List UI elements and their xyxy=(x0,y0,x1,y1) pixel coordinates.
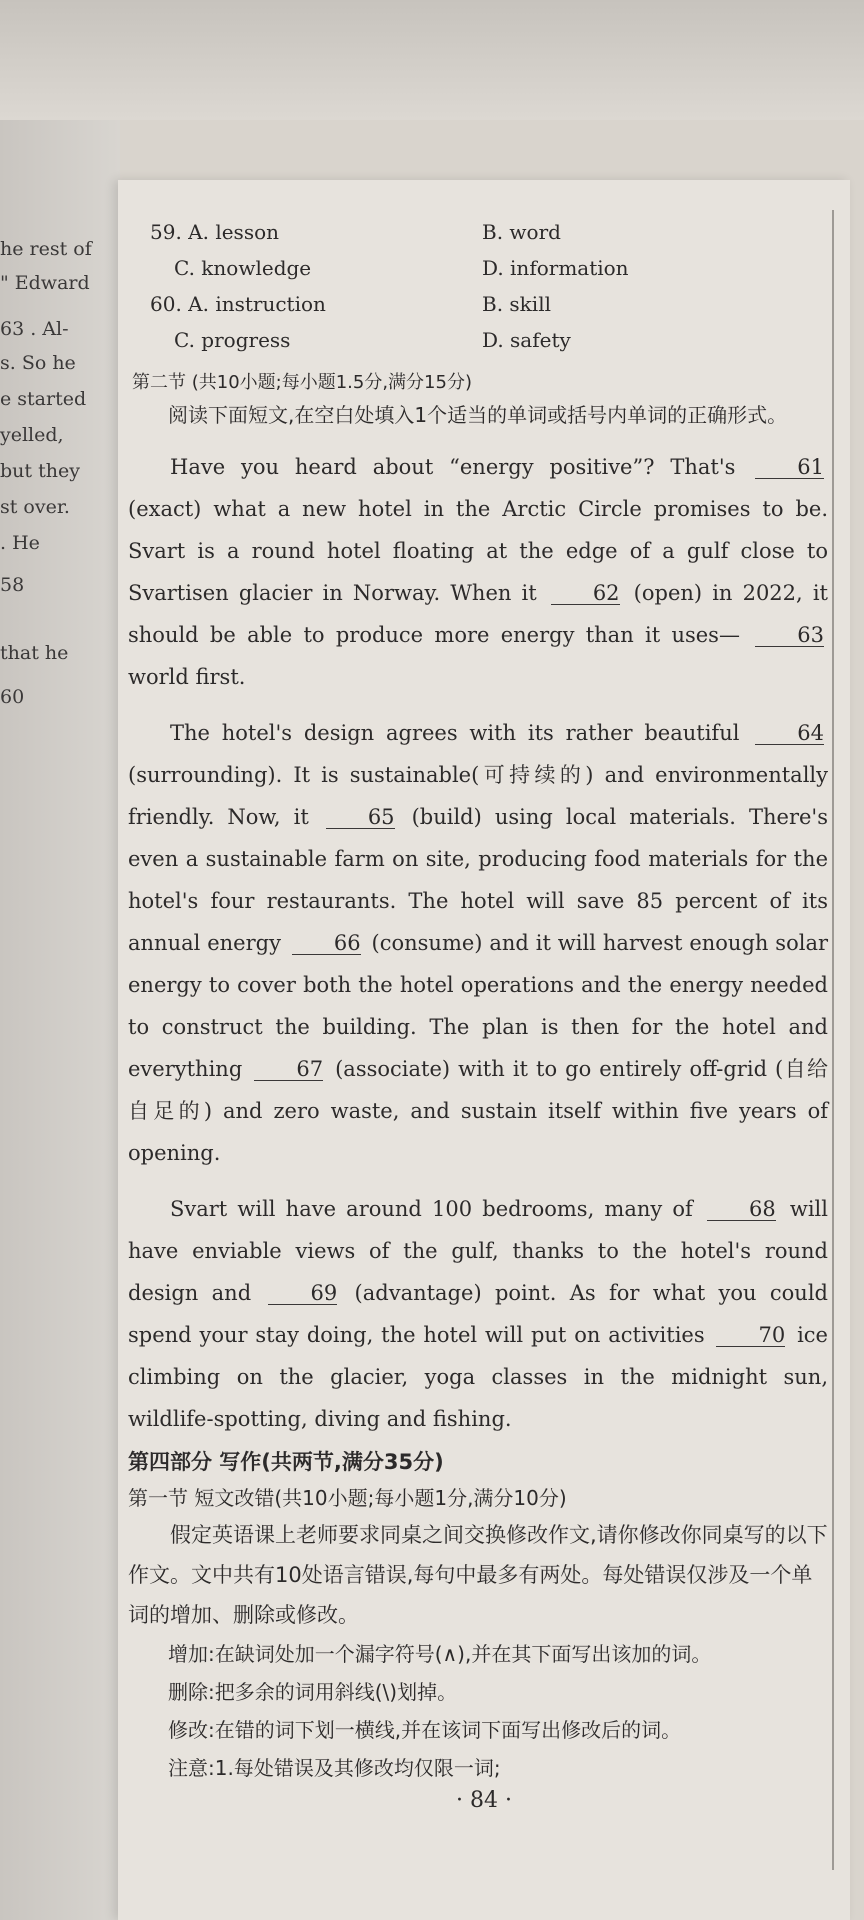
passage-text: world first. xyxy=(128,665,246,689)
option-text: B. word xyxy=(482,220,561,244)
left-line: 63 . Al- xyxy=(0,318,69,340)
option-row xyxy=(128,256,828,292)
left-line: . He xyxy=(0,532,40,554)
passage-text: (build) using local materials. There's even a sustainable farm on site, producing food materials for the hotel's four restaurants. The hotel will save 85 percent of its annual energy xyxy=(128,805,828,955)
background-top xyxy=(0,0,864,120)
passage-paragraph xyxy=(128,1188,828,1440)
passage-text: (advantage) point. As for what you could spend your stay doing, the hotel will put on activities xyxy=(128,1281,828,1347)
option-text: 60. A. instruction xyxy=(150,292,326,316)
passage-text: (surrounding). It is sustainable(可持续的) and environmentally friendly. Now, it xyxy=(128,763,828,829)
passage-text: (consume) and it will harvest enough solar energy to cover both the hotel operations and the energy needed to construct the building. The plan is then for the hotel and everything xyxy=(128,931,828,1081)
rule-delete: 删除:把多余的词用斜线(\)划掉。 xyxy=(168,1680,458,1704)
page-content xyxy=(128,220,828,1787)
rule-modify: 修改:在错的词下划一横线,并在该词下面写出修改后的词。 xyxy=(168,1718,682,1742)
answer-blank[interactable]: 61 xyxy=(755,456,824,479)
option-text: C. progress xyxy=(174,328,291,352)
part-title: 第四部分 写作(共两节,满分35分) xyxy=(128,1450,444,1474)
option-row xyxy=(128,328,828,364)
passage-paragraph xyxy=(128,446,828,698)
left-line: that he xyxy=(0,642,69,664)
answer-blank[interactable]: 69 xyxy=(268,1282,337,1305)
answer-blank[interactable]: 63 xyxy=(755,624,824,647)
exam-page xyxy=(118,180,850,1920)
answer-blank[interactable]: 64 xyxy=(755,722,824,745)
section-instruction: 假定英语课上老师要求同桌之间交换修改作文,请你修改你同桌写的以下作文。文中共有10处语言错误,每句中最多有两处。每处错误仅涉及一个单词的增加、删除或修改。 xyxy=(128,1523,828,1627)
section-title: 第一节 短文改错(共10小题;每小题1分,满分10分) xyxy=(128,1486,567,1510)
answer-blank[interactable]: 70 xyxy=(716,1324,785,1347)
left-line: 58 xyxy=(0,574,25,596)
left-line: s. So he xyxy=(0,352,76,374)
left-line: 60 xyxy=(0,686,25,708)
section-title: 第二节 (共10小题;每小题1.5分,满分15分) xyxy=(132,372,472,393)
passage-text: (open) in 2022, it should be able to produce more energy than it uses— xyxy=(128,581,828,647)
option-text: D. information xyxy=(482,256,629,280)
page-edge-line xyxy=(832,210,834,1870)
answer-blank[interactable]: 67 xyxy=(254,1058,323,1081)
section-instruction: 阅读下面短文,在空白处填入1个适当的单词或括号内单词的正确形式。 xyxy=(168,403,788,427)
answer-blank[interactable]: 65 xyxy=(326,806,395,829)
answer-blank[interactable]: 66 xyxy=(292,932,361,955)
passage-text: (exact) what a new hotel in the Arctic Circle promises to be. Svart is a round hotel floating at the edge of a gulf close to Svartisen glacier in Norway. When it xyxy=(128,497,828,605)
option-text: B. skill xyxy=(482,292,551,316)
passage-text: Have you heard about “energy positive”? That's xyxy=(170,455,736,479)
answer-blank[interactable]: 68 xyxy=(707,1198,776,1221)
rule-add: 增加:在缺词处加一个漏字符号(∧),并在其下面写出该加的词。 xyxy=(168,1642,712,1666)
passage-text: Svart will have around 100 bedrooms, many of xyxy=(170,1197,693,1221)
left-line: e started xyxy=(0,388,87,410)
passage-text: The hotel's design agrees with its rather beautiful xyxy=(170,721,740,745)
answer-blank[interactable]: 62 xyxy=(551,582,620,605)
page-number: · 84 · xyxy=(456,1788,512,1813)
left-page-fragment xyxy=(0,120,120,1920)
option-text: D. safety xyxy=(482,328,571,352)
left-line: st over. xyxy=(0,496,70,518)
passage-text: (associate) with it to go entirely off-grid (自给自足的) and zero waste, and sustain itself within five years of opening. xyxy=(128,1057,828,1165)
left-line: yelled, xyxy=(0,424,64,446)
note: 注意:1.每处错误及其修改均仅限一词; xyxy=(168,1756,501,1780)
left-line: but they xyxy=(0,460,80,482)
option-text: 59. A. lesson xyxy=(150,220,280,244)
passage-text: ice climbing on the glacier, yoga classes in the midnight sun, wildlife-spotting, diving and fishing. xyxy=(128,1323,828,1431)
passage-paragraph xyxy=(128,712,828,1174)
left-line: " Edward xyxy=(0,272,90,294)
passage-text: will have enviable views of the gulf, thanks to the hotel's round design and xyxy=(128,1197,828,1305)
option-row xyxy=(128,220,828,256)
option-text: C. knowledge xyxy=(174,256,312,280)
option-row xyxy=(128,292,828,328)
left-line: he rest of xyxy=(0,238,92,260)
